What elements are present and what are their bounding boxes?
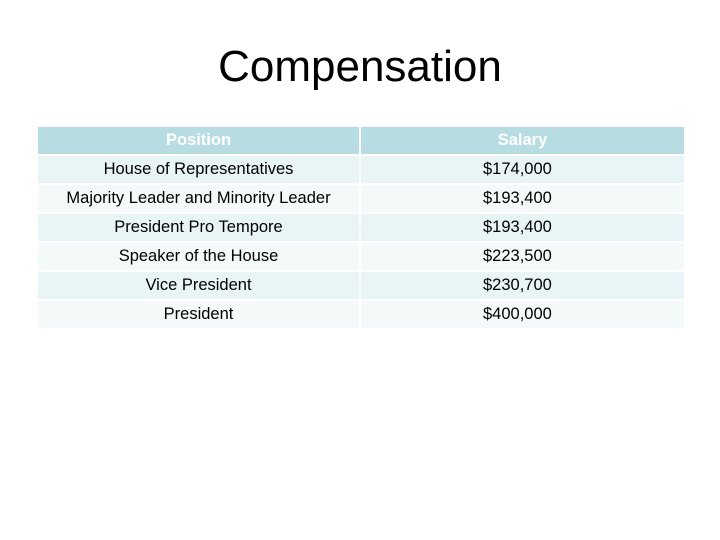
salary-cell: $400,000 [360, 300, 685, 329]
salary-column-header: Salary [360, 126, 685, 155]
position-cell: President Pro Tempore [37, 213, 360, 242]
position-cell: Vice President [37, 271, 360, 300]
salary-cell: $193,400 [360, 213, 685, 242]
position-cell: Speaker of the House [37, 242, 360, 271]
position-cell: President [37, 300, 360, 329]
salary-cell: $230,700 [360, 271, 685, 300]
slide-title: Compensation [218, 42, 502, 91]
table-row [37, 300, 685, 329]
salary-cell: $223,500 [360, 242, 685, 271]
table-row [37, 213, 685, 242]
salary-cell: $174,000 [360, 155, 685, 184]
salary-cell: $193,400 [360, 184, 685, 213]
compensation-table [36, 125, 686, 330]
table-row [37, 242, 685, 271]
table-row [37, 155, 685, 184]
table-row [37, 184, 685, 213]
position-column-header: Position [37, 126, 360, 155]
position-cell: House of Representatives [37, 155, 360, 184]
table-header-row [37, 126, 685, 155]
table-row [37, 271, 685, 300]
position-cell: Majority Leader and Minority Leader [37, 184, 360, 213]
